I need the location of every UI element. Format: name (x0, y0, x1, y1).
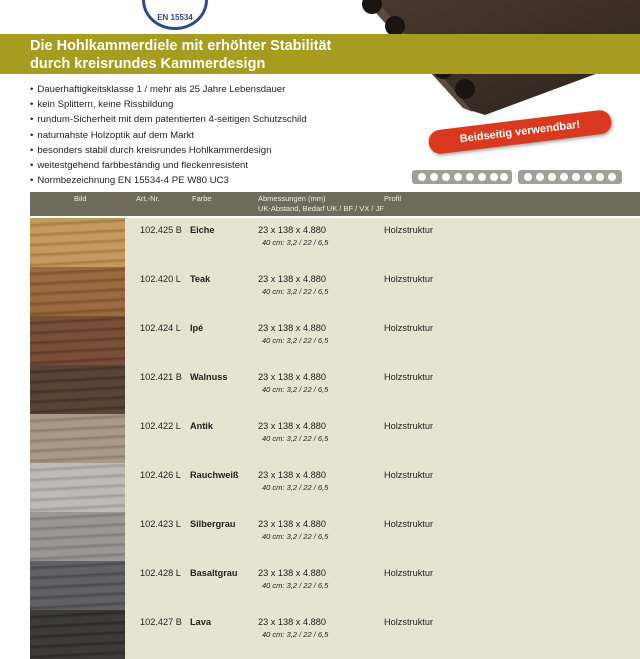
color-swatch-image (30, 218, 125, 267)
profile-hole (442, 173, 450, 181)
profil-cell: Holzstruktur (384, 470, 434, 480)
art-nr-cell: 102.423 L (140, 519, 181, 529)
farbe-cell: Teak (190, 274, 211, 284)
farbe-cell: Eiche (190, 225, 215, 235)
dimension-sub-cell: 40 cm: 3,2 / 22 / 6,5 (262, 581, 329, 590)
header-abmessungen: Abmessungen (mm) (258, 194, 326, 203)
profile-hole (584, 173, 592, 181)
profile-hole (454, 173, 462, 181)
color-swatch-image (30, 316, 125, 365)
table-row (30, 561, 640, 610)
header-profil: Profil (384, 194, 402, 203)
profile-hole (478, 173, 486, 181)
art-nr-cell: 102.427 B (140, 617, 182, 627)
table-row (30, 267, 640, 316)
board-chamber (455, 79, 475, 99)
profil-cell: Holzstruktur (384, 421, 434, 431)
farbe-cell: Silbergrau (190, 519, 236, 529)
table-row (30, 218, 640, 267)
table-row (30, 414, 640, 463)
profile-hole (548, 173, 556, 181)
feature-list (30, 82, 307, 188)
header-bild: Bild (74, 194, 87, 203)
header-farbe: Farbe (192, 194, 212, 203)
table-row (30, 365, 640, 414)
seal-label: EN 15534 (157, 13, 193, 22)
header-art-nr: Art.-Nr. (136, 194, 160, 203)
board-chamber (385, 16, 405, 36)
farbe-cell: Walnuss (190, 372, 228, 382)
color-swatch-image (30, 561, 125, 610)
feature-item: • besonders stabil durch kreisrundes Hohlkammerdesign (30, 143, 307, 158)
profile-hole (524, 173, 532, 181)
dimension-sub-cell: 40 cm: 3,2 / 22 / 6,5 (262, 336, 329, 345)
profile-hole (430, 173, 438, 181)
art-nr-cell: 102.420 L (140, 274, 181, 284)
dimension-cell: 23 x 138 x 4.880 (258, 323, 326, 333)
color-swatch-image (30, 267, 125, 316)
certification-seal (142, 0, 208, 30)
art-nr-cell: 102.424 L (140, 323, 181, 333)
farbe-cell: Ipé (190, 323, 204, 333)
table-row (30, 316, 640, 365)
profile-hole (418, 173, 426, 181)
dimension-sub-cell: 40 cm: 3,2 / 22 / 6,5 (262, 532, 329, 541)
profile-hole (536, 173, 544, 181)
profile-hole (596, 173, 604, 181)
feature-item: • Normbezeichnung EN 15534-4 PE W80 UC3 (30, 173, 307, 188)
profil-cell: Holzstruktur (384, 568, 434, 578)
dimension-sub-cell: 40 cm: 3,2 / 22 / 6,5 (262, 287, 329, 296)
dimension-sub-cell: 40 cm: 3,2 / 22 / 6,5 (262, 434, 329, 443)
board-profile-right (518, 170, 622, 184)
feature-item: • weitestgehend farbbeständig und fleckenresistent (30, 158, 307, 173)
color-swatch-image (30, 414, 125, 463)
color-swatch-image (30, 365, 125, 414)
art-nr-cell: 102.426 L (140, 470, 181, 480)
profil-cell: Holzstruktur (384, 519, 434, 529)
profile-hole (500, 173, 508, 181)
dimension-cell: 23 x 138 x 4.880 (258, 470, 326, 480)
profile-hole (560, 173, 568, 181)
table-header (30, 192, 640, 216)
feature-item: • Dauerhaftigkeitsklasse 1 / mehr als 25 Jahre Lebensdauer (30, 82, 307, 97)
board-profile-left (412, 170, 512, 184)
profil-cell: Holzstruktur (384, 372, 434, 382)
dimension-sub-cell: 40 cm: 3,2 / 22 / 6,5 (262, 238, 329, 247)
dimension-sub-cell: 40 cm: 3,2 / 22 / 6,5 (262, 483, 329, 492)
headline-banner (0, 34, 640, 74)
reversible-badge: Beidseitig verwendbar! (427, 109, 613, 155)
profil-cell: Holzstruktur (384, 617, 434, 627)
farbe-cell: Antik (190, 421, 213, 431)
art-nr-cell: 102.422 L (140, 421, 181, 431)
dimension-cell: 23 x 138 x 4.880 (258, 421, 326, 431)
profil-cell: Holzstruktur (384, 323, 434, 333)
profile-hole (608, 173, 616, 181)
feature-item: • naturnahste Holzoptik auf dem Markt (30, 128, 307, 143)
profil-cell: Holzstruktur (384, 225, 434, 235)
profile-hole (572, 173, 580, 181)
table-row (30, 463, 640, 512)
art-nr-cell: 102.428 L (140, 568, 181, 578)
dimension-cell: 23 x 138 x 4.880 (258, 274, 326, 284)
dimension-cell: 23 x 138 x 4.880 (258, 519, 326, 529)
feature-item: • kein Splittern, keine Rissbildung (30, 97, 307, 112)
art-nr-cell: 102.421 B (140, 372, 182, 382)
color-swatch-image (30, 512, 125, 561)
table-row (30, 512, 640, 561)
header-abmessungen-sub: UK-Abstand, Bedarf UK / BF / VX / JF (258, 204, 384, 213)
table-row (30, 610, 640, 659)
farbe-cell: Basaltgrau (190, 568, 238, 578)
dimension-cell: 23 x 138 x 4.880 (258, 225, 326, 235)
farbe-cell: Lava (190, 617, 211, 627)
profile-hole (466, 173, 474, 181)
profil-cell: Holzstruktur (384, 274, 434, 284)
dimension-cell: 23 x 138 x 4.880 (258, 568, 326, 578)
profile-hole (490, 173, 498, 181)
art-nr-cell: 102.425 B (140, 225, 182, 235)
color-swatch-image (30, 610, 125, 659)
feature-item: • rundum-Sicherheit mit dem patentierten 4-seitigen Schutzschild (30, 112, 307, 127)
headline-line-1: Die Hohlkammerdiele mit erhöhter Stabilität (30, 38, 332, 54)
dimension-sub-cell: 40 cm: 3,2 / 22 / 6,5 (262, 385, 329, 394)
dimension-sub-cell: 40 cm: 3,2 / 22 / 6,5 (262, 630, 329, 639)
farbe-cell: Rauchweiß (190, 470, 239, 480)
color-swatch-image (30, 463, 125, 512)
dimension-cell: 23 x 138 x 4.880 (258, 372, 326, 382)
dimension-cell: 23 x 138 x 4.880 (258, 617, 326, 627)
headline-line-2: durch kreisrundes Kammerdesign (30, 56, 266, 72)
